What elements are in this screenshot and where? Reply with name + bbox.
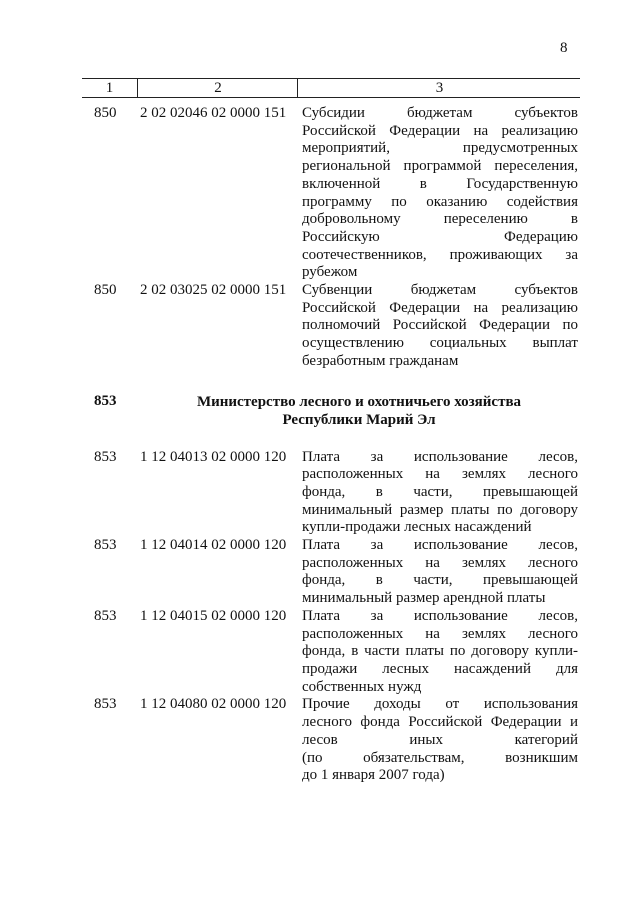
header-col-3: 3 xyxy=(297,79,581,97)
table-row xyxy=(82,282,580,371)
description-line: Субвенции бюджетам субъектов xyxy=(302,282,578,299)
income-description xyxy=(300,105,578,282)
page-number: 8 xyxy=(560,40,568,56)
budget-code: 1 12 04015 02 0000 120 xyxy=(140,607,287,624)
budget-code: 2 02 02046 02 0000 151 xyxy=(140,105,287,121)
rows-group-850 xyxy=(82,105,580,371)
description-line: расположенных на землях лесного xyxy=(302,625,578,642)
admin-code: 853 xyxy=(94,696,117,713)
table-row xyxy=(82,449,580,538)
description-line: Российской Федерации на реализацию xyxy=(302,122,578,139)
description-line: безработным гражданам xyxy=(302,352,459,369)
description-line: расположенных на землях лесного xyxy=(302,466,578,483)
description-line: Прочие доходы от использования xyxy=(302,696,578,713)
description-line: Плата за использование лесов, xyxy=(302,448,578,465)
table-row xyxy=(82,105,580,282)
admin-code: 853 xyxy=(94,607,117,624)
description-line: рубежом xyxy=(302,264,358,281)
admin-code: 853 xyxy=(94,537,117,554)
table-row xyxy=(82,696,580,785)
budget-code: 1 12 04080 02 0000 120 xyxy=(140,696,287,713)
description-line: мероприятий, предусмотренных xyxy=(302,140,578,157)
description-line: минимальный размер платы по договору xyxy=(302,501,578,518)
description-line: соотечественников, проживающих за xyxy=(302,246,578,263)
description-line: программу по оказанию содействия xyxy=(302,193,578,210)
description-line: минимальный размер арендной платы xyxy=(302,590,546,607)
description-line: добровольному переселению в xyxy=(302,211,578,228)
rows-group-853 xyxy=(82,449,580,785)
description-line: лесного фонда Российской Федерации и xyxy=(302,714,578,731)
section-header xyxy=(82,393,580,429)
description-line: включенной в Государственную xyxy=(302,175,578,192)
section-title-line-2: Республики Марий Эл xyxy=(282,411,436,428)
description-line: региональной программой переселения, xyxy=(302,158,578,175)
table-body xyxy=(82,105,580,785)
income-description xyxy=(300,282,578,371)
section-title-line-1: Министерство лесного и охотничьего хозяйства xyxy=(196,393,522,410)
description-line: Плата за использование лесов, xyxy=(302,537,578,554)
table-row xyxy=(82,608,580,697)
description-line: до 1 января 2007 года) xyxy=(302,767,445,784)
section-admin-code: 853 xyxy=(94,392,117,409)
income-description xyxy=(300,537,578,608)
description-line: продажи лесных насаждений для xyxy=(302,660,578,677)
header-col-2: 2 xyxy=(137,79,298,97)
admin-code: 850 xyxy=(94,105,117,121)
header-col-1: 1 xyxy=(105,80,114,96)
budget-code: 1 12 04013 02 0000 120 xyxy=(140,448,287,465)
description-line: лесов иных категорий xyxy=(302,731,578,748)
description-line: Российской Федерации на реализацию xyxy=(302,299,578,316)
budget-code: 1 12 04014 02 0000 120 xyxy=(140,537,287,554)
description-line: фонда, в части платы по договору купли- xyxy=(302,643,578,660)
description-line: расположенных на землях лесного xyxy=(302,554,578,571)
description-line: Плата за использование лесов, xyxy=(302,607,578,624)
admin-code: 850 xyxy=(94,282,117,299)
income-description xyxy=(300,608,578,697)
description-line: собственных нужд xyxy=(302,678,422,695)
table-row xyxy=(82,537,580,608)
description-line: фонда, в части, превышающей xyxy=(302,572,578,589)
description-line: Российскую Федерацию xyxy=(302,228,578,245)
description-line: купли-продажи лесных насаждений xyxy=(302,519,532,536)
income-description xyxy=(300,696,578,785)
description-line: фонда, в части, превышающей xyxy=(302,483,578,500)
income-description xyxy=(300,449,578,538)
section-title xyxy=(138,393,580,429)
budget-code: 2 02 03025 02 0000 151 xyxy=(140,282,287,299)
description-line: полномочий Российской Федерации по xyxy=(302,317,578,334)
admin-code: 853 xyxy=(94,448,117,465)
description-line: Субсидии бюджетам субъектов xyxy=(302,105,578,121)
table-header xyxy=(82,78,580,98)
description-line: (по обязательствам, возникшим xyxy=(302,749,578,766)
description-line: осуществлению социальных выплат xyxy=(302,335,578,352)
